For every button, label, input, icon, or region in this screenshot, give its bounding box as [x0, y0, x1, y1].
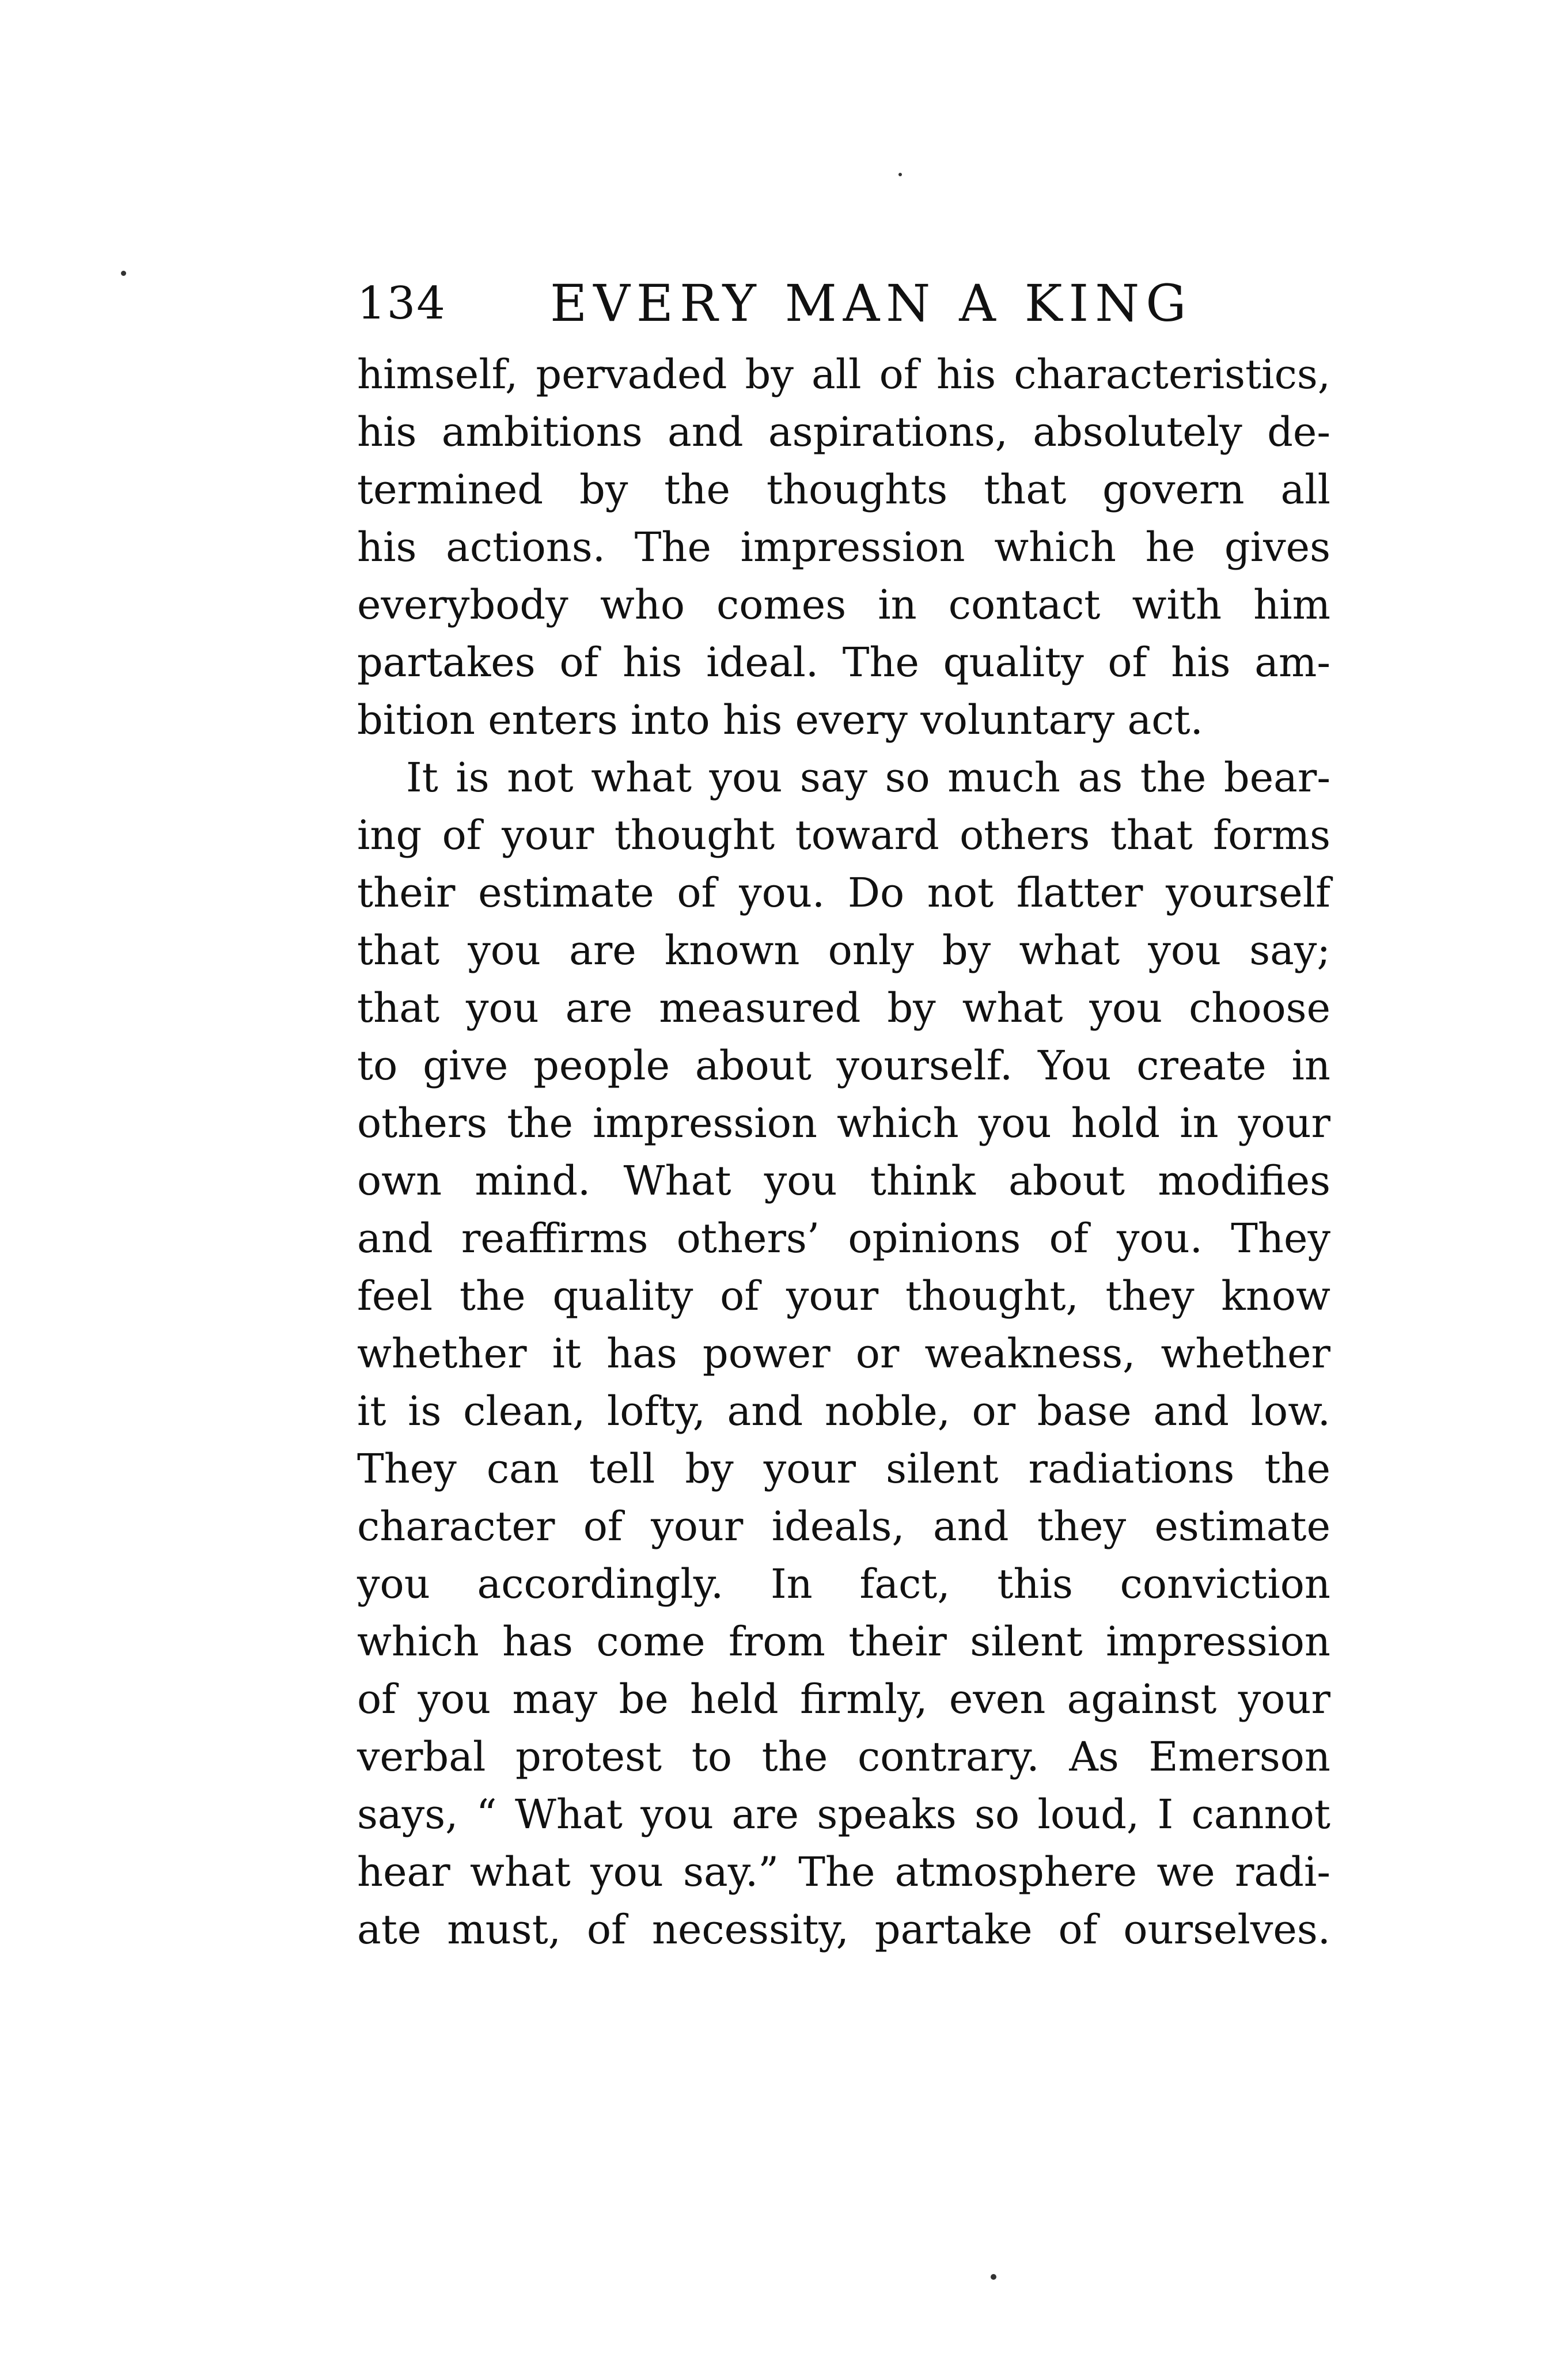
text-line: himself, pervaded by all of his characteristics,	[357, 351, 1330, 398]
scan-speck	[898, 173, 902, 176]
text-line: verbal protest to the contrary. As Emerson	[357, 1733, 1330, 1780]
text-line: to give people about yourself. You create in	[357, 1042, 1330, 1089]
text-line: that you are measured by what you choose	[357, 984, 1330, 1032]
text-line: They can tell by your silent radiations the	[357, 1445, 1330, 1492]
text-line: feel the quality of your thought, they know	[357, 1272, 1330, 1320]
paragraph-2	[357, 749, 1330, 1958]
text-line: everybody who comes in contact with him	[357, 581, 1330, 628]
text-line: of you may be held firmly, even against your	[357, 1676, 1330, 1723]
running-title: EVERY MAN A KING	[550, 274, 1193, 333]
body-text	[357, 346, 1330, 1958]
text-line: that you are known only by what you say;	[357, 927, 1330, 974]
text-line: his ambitions and aspirations, absolutely de-	[357, 408, 1330, 456]
text-line: ate must, of necessity, partake of ourselves.	[357, 1906, 1330, 1953]
text-line: says, “ What you are speaks so loud, I cannot	[357, 1791, 1330, 1838]
text-line: which has come from their silent impression	[357, 1618, 1330, 1665]
text-line: his actions. The impression which he gives	[357, 524, 1330, 571]
text-line: bition enters into his every voluntary act.	[357, 696, 1203, 744]
text-line: ing of your thought toward others that forms	[357, 812, 1330, 859]
running-header	[357, 272, 1325, 335]
text-line: hear what you say.” The atmosphere we radi-	[357, 1848, 1330, 1896]
text-line: whether it has power or weakness, whether	[357, 1330, 1330, 1377]
paragraph-1	[357, 346, 1330, 749]
text-line: termined by the thoughts that govern all	[357, 466, 1330, 513]
scan-speck	[991, 2274, 996, 2280]
text-line: their estimate of you. Do not flatter yourself	[357, 869, 1330, 916]
text-line: own mind. What you think about modifies	[357, 1157, 1330, 1204]
text-line: others the impression which you hold in your	[357, 1100, 1330, 1147]
text-line: character of your ideals, and they estimate	[357, 1503, 1330, 1550]
page-number: 134	[357, 278, 446, 329]
text-line: and reaffirms others’ opinions of you. They	[357, 1215, 1330, 1262]
scan-speck	[121, 271, 126, 276]
text-line: partakes of his ideal. The quality of his am-	[357, 639, 1330, 686]
text-line: it is clean, lofty, and noble, or base and low.	[357, 1388, 1330, 1435]
text-line: you accordingly. In fact, this conviction	[357, 1560, 1330, 1608]
text-line: It is not what you say so much as the bear-	[406, 754, 1330, 801]
